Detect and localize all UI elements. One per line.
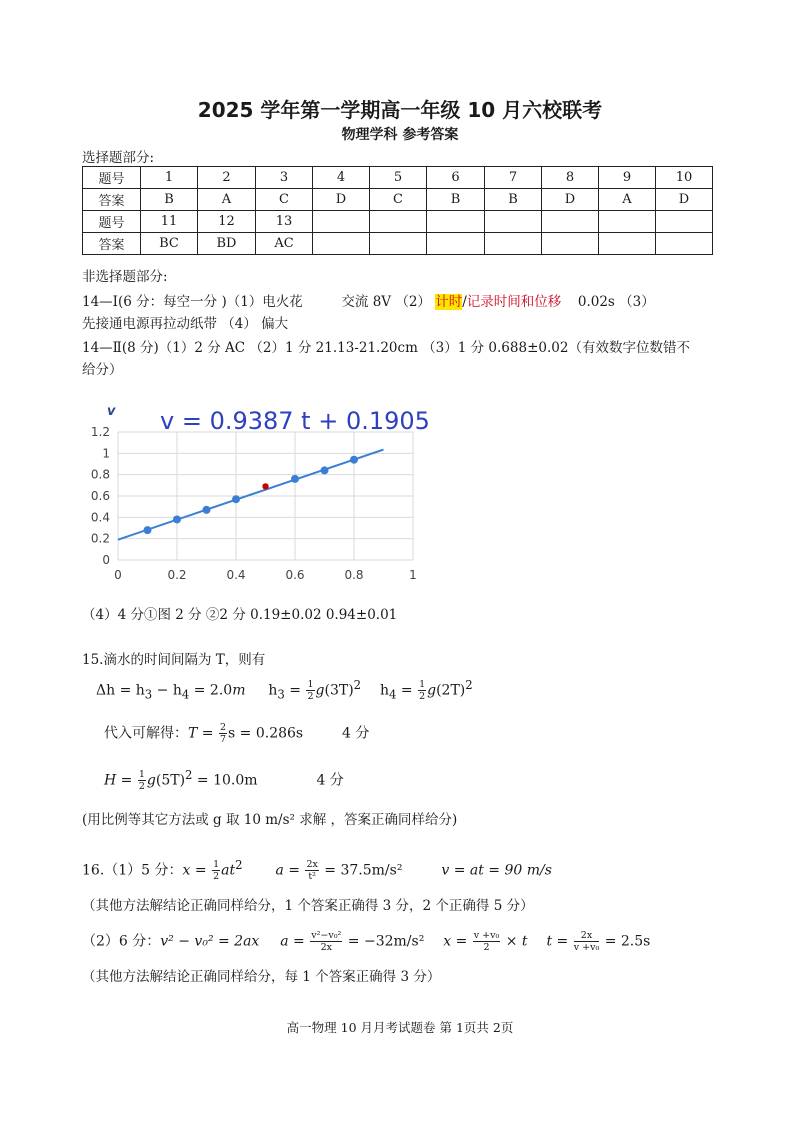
table-cell: 6 [427,167,485,189]
table-cell: 10 [656,167,713,189]
math-text: h [268,682,278,699]
math-sub: 4 [181,687,190,702]
frac-den: 2 [483,942,490,953]
fraction [418,679,426,702]
table-cell: 4 [313,167,370,189]
math-text: = [116,772,137,789]
frac-num: 2x [574,930,600,942]
frac-num: 1 [213,859,220,871]
x-tick-label: 0.6 [285,568,305,582]
q16-note2: （其他方法解结论正确同样给分，每 1 个答案正确得 3 分） [82,969,441,985]
table-cell: 3 [256,167,313,189]
choice-heading: 选择题部分: [82,150,155,166]
score: 4 分 [316,772,344,789]
math-text: = −32m/s² [343,933,425,950]
fraction [219,722,227,745]
q14-1-line2: 先接通电源再拉动纸带 （4） 偏大 [82,316,289,332]
y-tick-label: 1.2 [90,425,110,439]
math-sub: 3 [277,687,285,702]
table-cell: D [542,189,599,211]
table-cell: 答案 [83,189,141,211]
frac-den: 2 [213,871,220,883]
x-tick-label: 0 [114,568,122,582]
q15-equation-1 [96,678,473,702]
math-text: 16.（1）5 分： [82,862,183,879]
frac-num: 2x [306,859,318,871]
page-footer: 高一物理 10 月月考试题卷 第 1页共 2页 [286,1020,514,1035]
table-cell: A [599,189,656,211]
math-text: Δh = h [96,682,145,699]
score: 4 分 [342,725,370,742]
math-text: a [275,862,284,879]
math-text: v² − v₀² = 2ax [160,933,260,950]
nonchoice-heading: 非选择题部分: [82,269,168,285]
table-cell [370,233,427,255]
table-cell [485,211,542,233]
table-cell: D [656,189,713,211]
y-tick-label: 0.6 [90,489,110,503]
q14-1-part2: 交流 8V （2） [341,294,431,310]
q15-equation-2 [104,722,369,745]
frac-den: t² [308,871,316,883]
q14-1-part3: 0.02s （3） [577,294,655,310]
data-point [173,515,181,523]
table-cell: C [256,189,313,211]
math-sup: 2 [235,858,243,872]
y-tick-label: 0.8 [90,467,110,482]
math-text: = [190,862,212,879]
q14-2-line1: 14—Ⅱ(8 分)（1）2 分 AC （2）1 分 21.13-21.20cm （3）1 分 0.688±0.02（有效数字位数错不 [82,340,690,356]
data-point [350,456,358,464]
table-cell [313,211,370,233]
table-cell: 8 [542,167,599,189]
q16-note1: （其他方法解结论正确同样给分，1 个答案正确得 3 分，2 个正确得 5 分） [82,898,534,914]
table-cell [485,233,542,255]
x-tick-label: 0.2 [167,568,187,582]
math-text: T [188,725,198,742]
y-tick-label: 0.4 [90,510,110,525]
q14-1-slash: / [462,294,467,310]
table-row [83,167,713,189]
frac-num: v²−v₀² [311,930,342,941]
table-row [83,233,713,255]
q14-1-part1: 14—Ⅰ(6 分：每空一分 )（1）电火花 [82,294,303,310]
math-text: x = [443,933,472,950]
math-text: s = 0.286s [228,725,304,742]
frac-den: v +v₀ [573,942,600,953]
table-cell: BD [198,233,256,255]
table-cell: 题号 [83,211,141,233]
table-cell [542,211,599,233]
y-tick-label: 0 [102,553,110,567]
frac-num: v +v₀ [473,930,500,941]
x-tick-label: 0.4 [226,568,246,582]
table-cell: A [198,189,256,211]
table-cell [542,233,599,255]
frac-den: 2 [307,691,314,703]
y-axis-label: v [107,404,116,419]
fraction [212,859,220,882]
math-sub: 3 [144,687,153,702]
table-cell [656,211,713,233]
data-point [321,466,329,474]
fraction [305,859,318,882]
frac-num: 1 [307,679,314,691]
frac-den: 2x [320,942,332,953]
q14-1-highlight: 计时 [435,294,463,310]
math-sub: 4 [389,687,397,702]
data-point [203,506,211,514]
q15-equation-3 [104,768,344,792]
q14-1-red-text: 记录时间和位移 [466,294,562,310]
frac-den: 7 [219,734,227,745]
table-cell: 2 [198,167,256,189]
table-cell [370,211,427,233]
math-text: = [283,862,305,879]
math-text: = 37.5m/s² [319,862,403,879]
chart-title: v = 0.9387 t + 0.1905 [160,407,430,435]
q15-intro: 15.滴水的时间间隔为 T，则有 [82,652,266,668]
velocity-time-chart [78,395,438,590]
math-text: at [221,862,236,879]
math-text: a = [280,933,310,950]
table-cell: 12 [198,211,256,233]
table-cell: AC [256,233,313,255]
fraction [574,930,600,953]
data-point [262,483,268,489]
math-text: (3T) [324,682,354,699]
frac-num: 2 [219,722,227,733]
y-tick-label: 1 [102,446,110,461]
math-text: h [379,682,390,699]
table-cell: C [370,189,427,211]
math-text: v = at = 90 m/s [441,862,552,879]
math-text: = [197,725,218,742]
fraction [310,930,342,953]
math-text: = [284,682,306,699]
data-point [232,495,240,503]
q16-line1 [82,858,552,882]
table-cell: 11 [141,211,198,233]
math-text: g [315,682,325,699]
math-text: x [182,862,191,879]
frac-num: 1 [419,679,426,691]
table-cell: 1 [141,167,198,189]
frac-den: 2 [419,691,426,703]
math-text: (5T) [155,772,186,789]
page-title: 2025 学年第一学期高一年级 10 月六校联考 [197,98,603,122]
data-point [144,526,152,534]
table-cell [427,211,485,233]
table-cell: D [313,189,370,211]
table-row [83,189,713,211]
q15-note: (用比例等其它方法或 g 取 10 m/s² 求解 ，答案正确同样给分) [82,812,458,828]
math-text: m [232,682,246,699]
math-text: − h [152,682,182,699]
table-cell [599,233,656,255]
table-cell: 5 [370,167,427,189]
answer-table [82,166,713,255]
math-text: g [146,772,156,789]
math-text: g [427,682,437,699]
math-text: t = [546,933,573,950]
math-text: × t [501,933,528,950]
y-tick-label: 0.2 [90,531,110,546]
page-subtitle: 物理学科 参考答案 [341,127,459,143]
table-cell [313,233,370,255]
math-text: = 2.0 [189,682,233,699]
math-sup: 2 [185,768,193,782]
data-point [291,475,299,483]
table-cell [599,211,656,233]
q14-2-line2: 给分） [82,362,123,378]
trendline [118,450,384,540]
x-tick-label: 0.8 [344,568,364,582]
fraction [306,679,314,702]
x-tick-label: 1 [409,568,417,582]
table-cell: BC [141,233,198,255]
math-text: H [104,772,117,789]
math-text: = [396,682,418,699]
math-text: = 10.0m [192,772,258,789]
fraction [473,930,501,953]
table-cell [656,233,713,255]
fraction [138,769,146,792]
table-cell [427,233,485,255]
table-cell: 9 [599,167,656,189]
q14-4-line: （4）4 分①图 2 分 ②2 分 0.19±0.02 0.94±0.01 [82,607,398,623]
table-cell: B [141,189,198,211]
math-text: = 2.5s [600,933,651,950]
table-cell: B [427,189,485,211]
table-cell: 答案 [83,233,141,255]
math-text: (2T) [436,682,466,699]
math-sup: 2 [465,678,473,692]
frac-num: 1 [138,769,145,781]
table-row [83,211,713,233]
table-cell: 题号 [83,167,141,189]
math-sup: 2 [353,678,362,692]
q16-line2 [82,930,650,953]
math-text: （2）6 分： [82,933,161,950]
table-cell: 13 [256,211,313,233]
frac-den: 2 [138,781,145,793]
table-cell: 7 [485,167,542,189]
math-text: 代入可解得： [104,725,188,742]
table-cell: B [485,189,542,211]
q14-1-line1 [82,290,655,310]
